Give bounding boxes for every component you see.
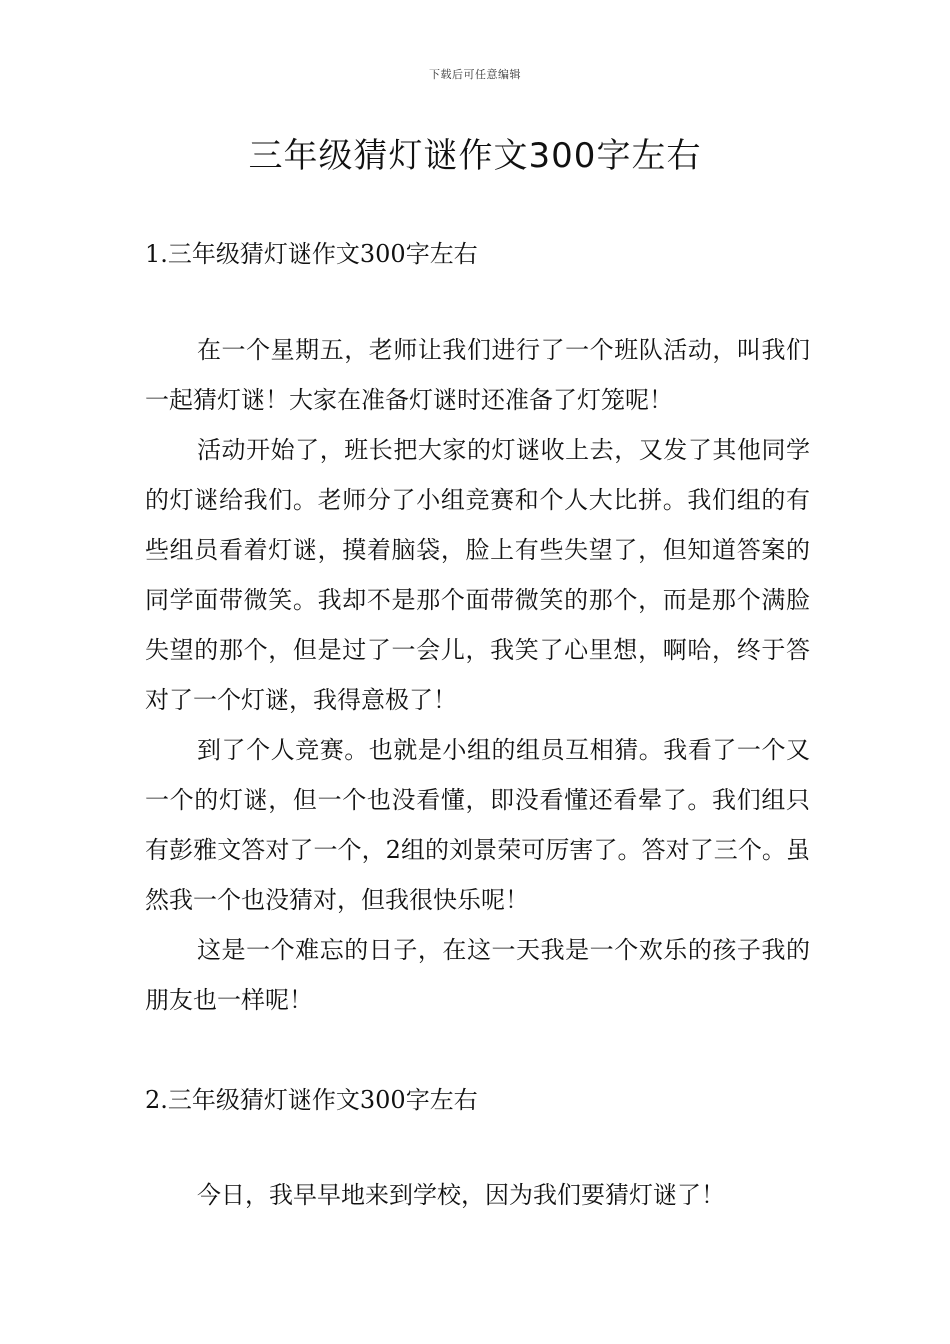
section-2-paragraph-1: 今日，我早早地来到学校，因为我们要猜灯谜了！ bbox=[197, 1181, 725, 1209]
section-1-paragraph-2: 活动开始了，班长把大家的灯谜收上去，又发了其他同学的灯谜给我们。老师分了小组竞赛和个人大比拼。我们组的有些组员看着灯谜，摸着脑袋，脸上有些失望了，但知道答案的同学面带微笑。我却不是那个面带微笑的那个，而是那个满脸失望的那个，但是过了一会儿，我笑了心里想，啊哈，终于答对了一个灯谜，我得意极了！ bbox=[145, 436, 810, 714]
section-1-paragraph-3: 到了个人竞赛。也就是小组的组员互相猜。我看了一个又一个的灯谜，但一个也没看懂，即没看懂还看晕了。我们组只有彭雅文答对了一个，2组的刘景荣可厉害了。答对了三个。虽然我一个也没猜对，但我很快乐呢！ bbox=[145, 736, 810, 914]
section-2-body bbox=[145, 1170, 810, 1220]
section-1-heading: 1.三年级猜灯谜作文300字左右 bbox=[145, 240, 478, 268]
section-2-heading: 2.三年级猜灯谜作文300字左右 bbox=[145, 1086, 478, 1114]
section-1-paragraph-4: 这是一个难忘的日子，在这一天我是一个欢乐的孩子我的朋友也一样呢！ bbox=[145, 936, 810, 1014]
section-1-body bbox=[145, 325, 810, 1025]
section-1-paragraph-1: 在一个星期五，老师让我们进行了一个班队活动，叫我们一起猜灯谜！大家在准备灯谜时还准备了灯笼呢！ bbox=[145, 336, 810, 414]
header-note: 下载后可任意编辑 bbox=[429, 68, 521, 81]
document-title: 三年级猜灯谜作文300字左右 bbox=[248, 136, 702, 176]
